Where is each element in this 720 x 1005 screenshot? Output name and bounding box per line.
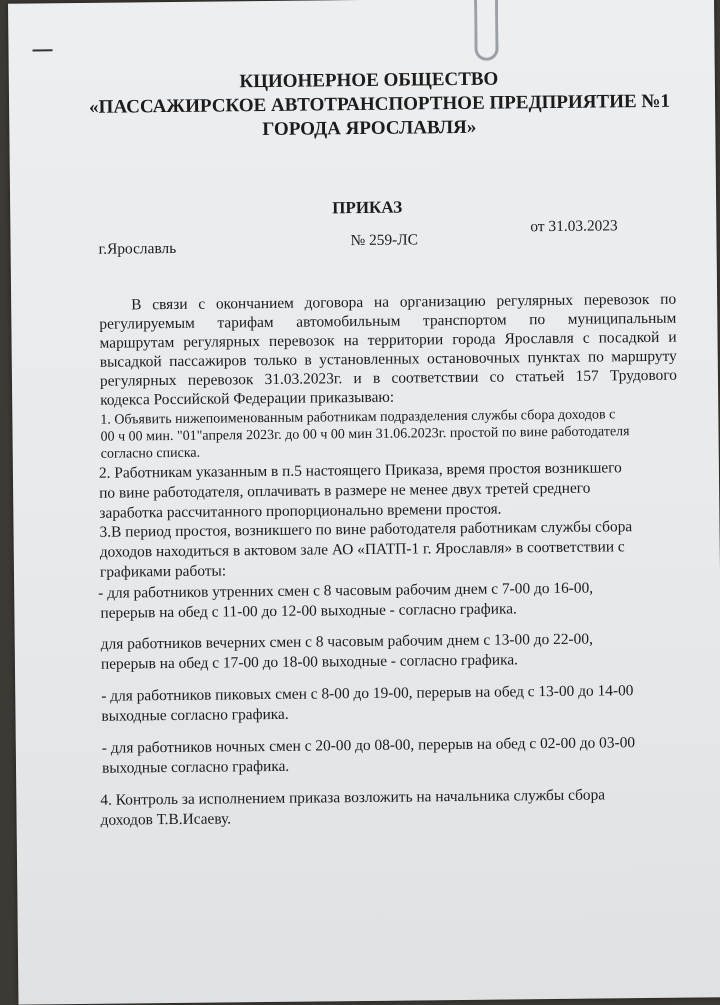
intro-line: высадкой пассажиров только в установленных остановочных пунктах по маршруту [99, 347, 677, 371]
order-date: от 31.03.2023 [530, 217, 618, 236]
morning-shift-line: перерыв на обед с 11-00 до 12-00 выходные - согласно графика. [100, 600, 517, 622]
company-header-line-1: КЦИОНЕРНОЕ ОБЩЕСТВО [239, 68, 499, 93]
company-header-line-3: ГОРОДА ЯРОСЛАВЛЯ» [262, 116, 477, 141]
peak-shift-line: выходные согласно графика. [101, 705, 289, 725]
peak-shift-line: - для работников пиковых смен с 8-00 до 19-00, перерыв на обед с 13-00 до 14-00 [101, 682, 634, 705]
paper-clip [474, 0, 499, 61]
item-4-line: 4. Контроль за исполнением приказа возложить на начальника службы сбора [100, 786, 606, 809]
night-shift-line: - для работников ночных смен с 20-00 до 08-00, перерыв на обед с 02-00 до 03-00 [101, 734, 636, 757]
company-header-line-2: «ПАССАЖИРСКОЕ АВТОТРАНСПОРТНОЕ ПРЕДПРИЯТИЕ №1 [88, 90, 671, 118]
order-title: ПРИКАЗ [332, 197, 403, 218]
item-1-line: 1. Объявить нижепоименованным работникам подразделения службы сбора доходов с [100, 407, 616, 428]
intro-line: В связи с окончанием договора на организацию регулярных перевозок по [131, 290, 677, 314]
evening-shift-line: для работников вечерних смен с 8 часовым рабочим днем с 13-00 до 22-00, [100, 630, 593, 653]
document-page [8, 0, 720, 1005]
order-city: г.Ярославль [98, 239, 177, 258]
order-number: № 259-ЛС [350, 231, 419, 250]
item-3-line: 3.В период простоя, возникшего по вине работодателя работникам службы сбора [99, 518, 633, 541]
margin-mark [32, 49, 52, 51]
item-1-line: согласно списка. [100, 445, 201, 462]
evening-shift-line: перерыв на обед с 17-00 до 18-00 выходные - согласно графика. [100, 651, 519, 673]
intro-line: кодекса Российской Федерации приказываю: [100, 388, 395, 409]
item-2-line: 2. Работникам указанным в п.5 настоящего Приказа, время простоя возникшего [98, 459, 622, 482]
item-2-line: заработка рассчитанного пропорционально времени простоя. [99, 500, 502, 522]
intro-line: регулярных перевозок 31.03.2023г. и в соответствии со статьей 157 Трудового [99, 366, 678, 390]
item-2-line: по вине работодателя, оплачивать в размере не менее двух третей среднего [99, 479, 591, 502]
night-shift-line: выходные согласно графика. [101, 757, 290, 777]
item-3-line: доходов находиться в актовом зале АО «ПАТП-1 г. Ярославля» в соответствии с [99, 538, 625, 561]
item-1-line: 00 ч 00 мин. "01"апреля 2023г. до 00 ч 00 мин 31.06.2023г. простой по вине работодателя [100, 424, 630, 445]
morning-shift-line: - для работников утренних смен с 8 часовым рабочим днем с 7-00 до 16-00, [98, 579, 594, 602]
intro-line: регулируемым тарифам автомобильным транспортом по муниципальным [99, 309, 677, 333]
intro-line: маршрутам регулярных перевозок на территории города Ярославля с посадкой и [99, 328, 677, 352]
item-4-line: доходов Т.В.Исаеву. [100, 810, 232, 829]
item-3-line: графиками работы: [99, 562, 227, 581]
